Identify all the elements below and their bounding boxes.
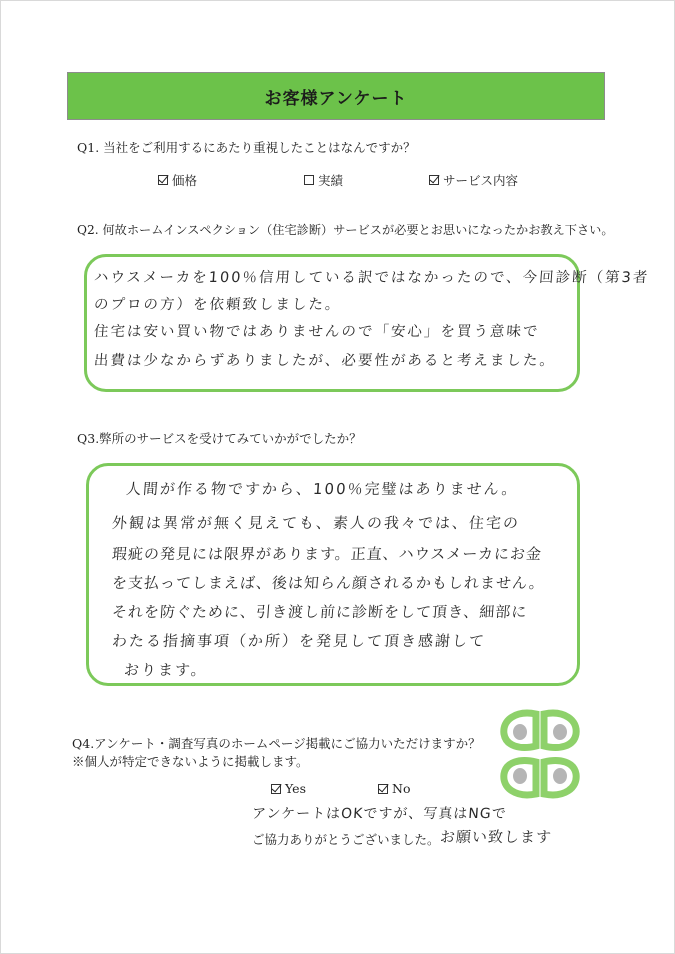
q4-option-no[interactable] xyxy=(378,781,410,796)
checkbox-icon[interactable] xyxy=(304,175,314,185)
q1-question: Q1. 当社をご利用するにあたり重視したことはなんですか？ xyxy=(77,140,416,155)
q2-answer-line: 住宅は安い買い物ではありませんので「安心」を買う意味で xyxy=(93,324,540,340)
checkbox-checked-icon[interactable] xyxy=(429,175,439,185)
q1-option-label: 実績 xyxy=(318,173,344,188)
q2-answer-line: 出費は少なからずありましたが、必要性があると考えました。 xyxy=(93,353,557,369)
q3-answer-line: 瑕疵の発見には限界があります。正直、ハウスメーカにお金 xyxy=(111,545,543,563)
q1-option-service[interactable] xyxy=(429,171,518,189)
q4-question: Q4.アンケート・調査写真のホームページ掲載にご協力いただけますか？ xyxy=(72,736,481,751)
q3-answer-line: おります。 xyxy=(123,661,209,679)
q3-answer-line: それを防ぐために、引き渡し前に診断をして頂き、細部に xyxy=(111,603,529,621)
q4-option-label: Yes xyxy=(285,781,306,796)
q4-note: ※個人が特定できないように掲載します。 xyxy=(72,754,309,769)
checkbox-checked-icon[interactable] xyxy=(158,175,168,185)
q1-option-label: 価格 xyxy=(172,173,198,188)
survey-title: お客様アンケート xyxy=(264,88,408,109)
survey-title-bar xyxy=(67,72,605,120)
q1-option-record[interactable] xyxy=(304,171,343,189)
q4-option-label: No xyxy=(392,781,411,796)
q1-option-price[interactable] xyxy=(158,171,197,189)
checkbox-checked-icon[interactable] xyxy=(378,784,388,794)
checkbox-checked-icon[interactable] xyxy=(271,784,281,794)
q3-answer-line: 外観は異常が無く見えても、素人の我々では、住宅の xyxy=(111,514,521,532)
q3-question: Q3.弊所のサービスを受けてみていかがでしたか？ xyxy=(77,431,362,446)
q4-option-yes[interactable] xyxy=(271,781,306,796)
q4-handwritten-closing: お願い致します xyxy=(439,828,553,846)
q2-question: Q2. 何故ホームインスペクション（住宅診断）サービスが必要とお思いになったかお教え下さい。 xyxy=(77,223,614,237)
q4-handwritten-note: アンケートはOKですが、写真はNGで xyxy=(251,806,508,822)
q2-answer-line: ハウスメーカを100％信用している訳ではなかったので、今回診断（第3者 xyxy=(93,270,650,286)
q3-answer-line: を支払ってしまえば、後は知らん顔されるかもしれません。 xyxy=(111,574,546,592)
q1-option-label: サービス内容 xyxy=(443,173,519,188)
company-logo-icon xyxy=(496,706,584,802)
q3-answer-line: 人間が作る物ですから、100％完璧はありません。 xyxy=(125,480,520,498)
q2-answer-line: のプロの方）を依頼致しました。 xyxy=(93,297,342,313)
closing-message: ご協力ありがとうございました。 xyxy=(252,832,440,847)
q3-answer-line: わたる指摘事項（か所）を発見して頂き感謝して xyxy=(111,632,487,650)
